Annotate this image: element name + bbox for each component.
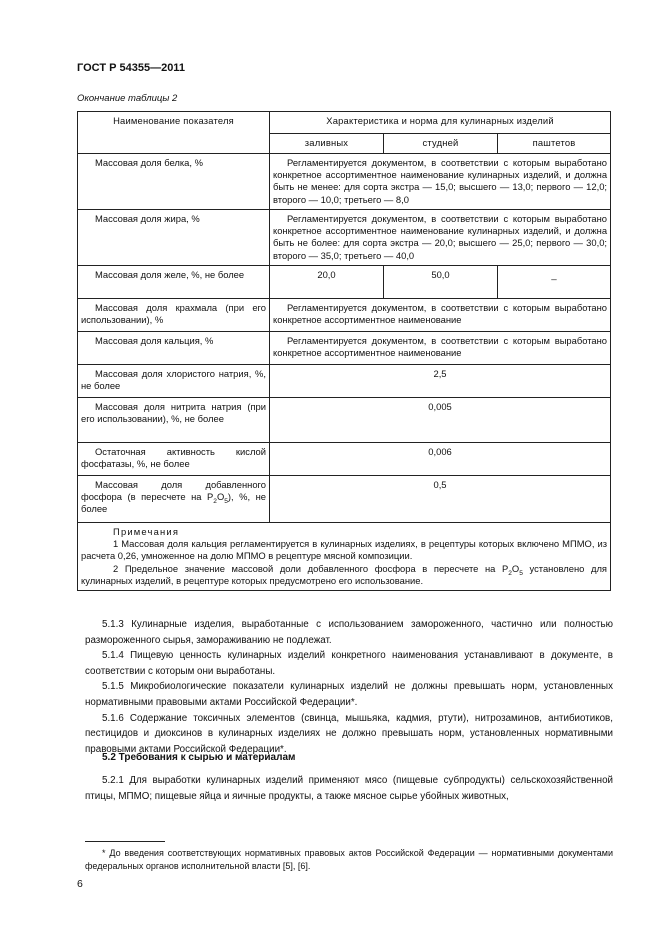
cell-value: 0,5 [270, 476, 611, 523]
table-row [78, 210, 611, 266]
phosphorus-name-b: O [216, 491, 225, 503]
header-group: Характеристика и норма для кулинарных изделий [270, 112, 611, 134]
row-text: Регламентируется документом, в соответствии с которым выработано конкретное ассортиментное наименование [270, 299, 611, 332]
cell-value: 0,005 [270, 398, 611, 443]
row-name: Массовая доля белка, % [78, 154, 270, 210]
footnote-separator [85, 841, 165, 842]
notes-heading: Примечания [113, 526, 180, 537]
table-row [78, 398, 611, 443]
phosphorus-sub-1: 2 [213, 498, 217, 506]
table-notes [78, 523, 611, 591]
row-text: Регламентируется документом, в соответствии с которым выработано конкретное ассортиментное наименование [270, 332, 611, 365]
header-zalivnye: заливных [270, 134, 384, 154]
cell-value: 0,006 [270, 443, 611, 476]
row-name: Массовая доля нитрита натрия (при его использовании), %, не более [78, 398, 270, 443]
table-row [78, 299, 611, 332]
row-name: Массовая доля жира, % [78, 210, 270, 266]
page-number: 6 [77, 878, 83, 890]
document-code: ГОСТ Р 54355—2011 [77, 62, 185, 74]
section-heading: 5.2 Требования к сырью и материалам [102, 752, 296, 763]
note-2-sub-1: 2 [508, 569, 512, 577]
header-studni: студней [384, 134, 498, 154]
cell-value: 50,0 [384, 266, 498, 299]
table-row [78, 154, 611, 210]
row-name: Массовая доля кальция, % [78, 332, 270, 365]
table-row [78, 476, 611, 523]
row-name: Остаточная активность кислой фосфатазы, %, не более [78, 443, 270, 476]
table-row [78, 443, 611, 476]
note-1: 1 Массовая доля кальция регламентируется в кулинарных изделиях, в рецептуры которых включено МПМО, из расчета 0,26, умноженное на долю МПМО в рецептуре мясной композиции. [81, 538, 608, 562]
note-2 [81, 563, 607, 587]
cell-value: _ [498, 266, 611, 299]
row-name [78, 476, 270, 523]
row-name: Массовая доля желе, %, не более [78, 266, 270, 299]
paragraph-5-2-1: 5.2.1 Для выработки кулинарных изделий применяют мясо (пищевые субпродукты) сельскохозяйственной птицы, МПМО; пищевые яйца и яичные продукты, а также мясное сырье убойных животных, [85, 775, 613, 802]
note-2-sub-2: 5 [519, 569, 523, 577]
table-row [78, 332, 611, 365]
note-2-a: 2 Предельное значение массовой доли добавленного фосфора в пересчете на P [113, 562, 509, 574]
cell-value: 20,0 [270, 266, 384, 299]
header-pashtety: паштетов [498, 134, 611, 154]
requirements-table [77, 111, 611, 591]
table-caption: Окончание таблицы 2 [77, 93, 178, 104]
paragraph-5-1-6: 5.1.6 Содержание токсичных элементов (свинца, мышьяка, кадмия, ртути), нитрозаминов, антибиотиков, пестицидов и диоксинов в кулинарных изделиях не должно превышать норм, установленных нормативными правовыми актами Российской Федерации*. [85, 712, 613, 755]
note-2-b: O [511, 562, 520, 574]
footnote [85, 847, 613, 872]
header-parameter: Наименование показателя [78, 112, 270, 154]
body-text [85, 617, 613, 757]
phosphorus-sub-2: 5 [224, 498, 228, 506]
note-2-c: установлено для кулинарных изделий, в рецептуре которых предусмотрено его использование. [81, 562, 608, 586]
table-row [78, 365, 611, 398]
table-row [78, 266, 611, 299]
row-name: Массовая доля хлористого натрия, %, не более [78, 365, 270, 398]
cell-value: 2,5 [270, 365, 611, 398]
body-text-2 [85, 773, 613, 804]
paragraph-5-1-5: 5.1.5 Микробиологические показатели кулинарных изделий не должны превышать норм, установленных нормативными правовыми актами Российской Федерации*. [85, 681, 613, 708]
notes-row [78, 523, 611, 591]
phosphorus-name-a: Массовая доля добавленного фосфора (в пересчете на P [81, 479, 266, 503]
row-name: Массовая доля крахмала (при его использовании), % [78, 299, 270, 332]
row-text: Регламентируется документом, в соответствии с которым выработано конкретное ассортиментное наименование кулинарных изделий, и должна быть не менее: для сорта экстра — 15,0; высшего — 13,0; первого — 12,0; второго — 10,0; третьего — 8,0 [270, 154, 611, 210]
phosphorus-name-c: ), %, не более [81, 491, 266, 515]
row-text: Регламентируется документом, в соответствии с которым выработано конкретное ассортиментное наименование кулинарных изделий, и должна быть не более: для сорта экстра — 20,0; высшего — 25,0; первого — 30,0; второго — 35,0; третьего — 40,0 [270, 210, 611, 266]
footnote-text: * До введения соответствующих нормативных правовых актов Российской Федерации — нормативными документами федеральных органов исполнительной власти [5], [6]. [85, 848, 613, 871]
paragraph-5-1-4: 5.1.4 Пищевую ценность кулинарных изделий конкретного наименования устанавливают в документе, в соответствии с которым они выработаны. [85, 650, 613, 677]
paragraph-5-1-3: 5.1.3 Кулинарные изделия, выработанные с использованием замороженного, частично или полностью размороженного сырья, замораживанию не подлежат. [85, 619, 613, 646]
